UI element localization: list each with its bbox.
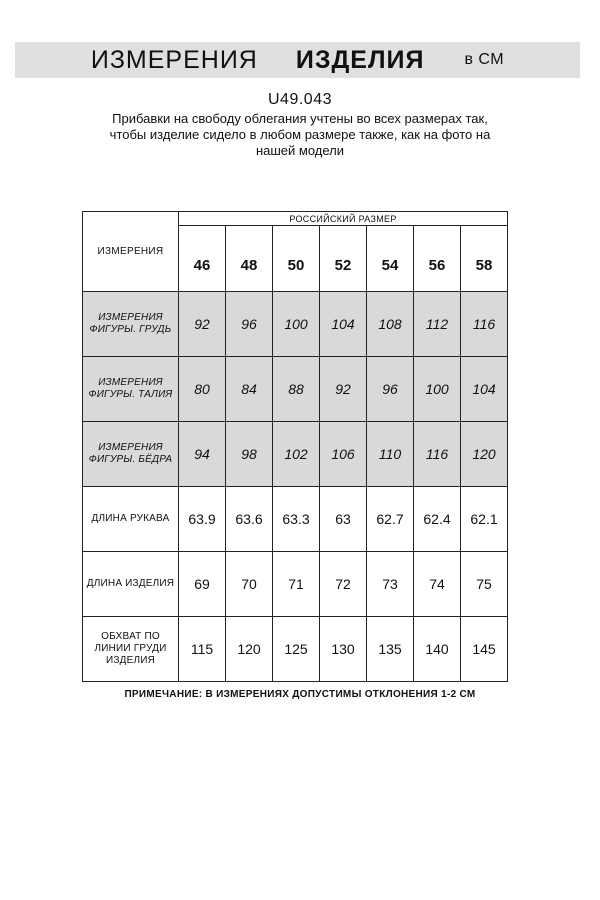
value-cell: 92 [179,292,226,357]
row-label-line: ИЗМЕРЕНИЯ [98,312,163,323]
value-cell: 94 [179,422,226,487]
value-cell: 116 [461,292,508,357]
size-header-cell: 48 [226,226,273,292]
value-cell: 104 [320,292,367,357]
table-row [83,552,508,617]
value-cell: 72 [320,552,367,617]
table-row [83,422,508,487]
size-header-cell: 58 [461,226,508,292]
value-cell: 112 [414,292,461,357]
value-cell: 100 [273,292,320,357]
fit-description-line: нашей модели [255,143,345,158]
row-label [83,292,179,357]
value-cell: 115 [179,617,226,682]
row-label-line: ДЛИНА ИЗДЕЛИЯ [86,578,175,589]
row-label [83,357,179,422]
value-cell: 104 [461,357,508,422]
table-row [83,487,508,552]
value-cell: 130 [320,617,367,682]
value-cell: 140 [414,617,461,682]
row-label-line: ЛИНИИ ГРУДИ [94,643,167,654]
value-cell: 108 [367,292,414,357]
row-label [83,552,179,617]
value-cell: 84 [226,357,273,422]
value-cell: 88 [273,357,320,422]
title-unit: в СМ [464,51,505,68]
value-cell: 70 [226,552,273,617]
value-cell: 73 [367,552,414,617]
title-measurements: ИЗМЕРЕНИЯ [90,45,258,74]
value-cell: 80 [179,357,226,422]
row-label [83,487,179,552]
row-label-line: ИЗДЕЛИЯ [105,655,156,666]
article-number: U49.043 [268,91,332,108]
value-cell: 135 [367,617,414,682]
fit-description-line: Прибавки на свободу облегания учтены во всех размерах так, [112,111,488,126]
size-group-header: РОССИЙСКИЙ РАЗМЕР [179,212,508,226]
value-cell: 69 [179,552,226,617]
row-label-line: ИЗМЕРЕНИЯ [98,377,163,388]
value-cell: 102 [273,422,320,487]
row-label [83,422,179,487]
value-cell: 75 [461,552,508,617]
row-label-line: ФИГУРЫ. ГРУДЬ [89,324,172,335]
row-label-line: ОБХВАТ ПО [101,631,160,642]
value-cell: 62.7 [367,487,414,552]
value-cell: 106 [320,422,367,487]
title-product: ИЗДЕЛИЯ [295,45,425,74]
tolerance-note: ПРИМЕЧАНИЕ: В ИЗМЕРЕНИЯХ ДОПУСТИМЫ ОТКЛОНЕНИЯ 1-2 СМ [124,689,476,700]
row-label [83,617,179,682]
title-bar [15,42,580,78]
value-cell: 63 [320,487,367,552]
size-header-cell: 52 [320,226,367,292]
row-label-line: ДЛИНА РУКАВА [91,513,170,524]
value-cell: 120 [461,422,508,487]
size-table [82,211,508,682]
value-cell: 71 [273,552,320,617]
value-cell: 92 [320,357,367,422]
value-cell: 62.4 [414,487,461,552]
row-label-line: ФИГУРЫ. БЁДРА [88,454,173,465]
fit-description-line: чтобы изделие сидело в любом размере также, как на фото на [109,127,491,142]
value-cell: 63.9 [179,487,226,552]
table-corner-label: ИЗМЕРЕНИЯ [83,212,179,292]
table-row [83,292,508,357]
fit-description [60,111,540,159]
value-cell: 145 [461,617,508,682]
row-label-line: ИЗМЕРЕНИЯ [98,442,163,453]
value-cell: 125 [273,617,320,682]
value-cell: 63.3 [273,487,320,552]
value-cell: 120 [226,617,273,682]
value-cell: 96 [367,357,414,422]
size-header-cell: 54 [367,226,414,292]
value-cell: 116 [414,422,461,487]
value-cell: 74 [414,552,461,617]
value-cell: 96 [226,292,273,357]
size-header-cell: 50 [273,226,320,292]
table-row [83,357,508,422]
size-header-cell: 56 [414,226,461,292]
table-row [83,617,508,682]
value-cell: 110 [367,422,414,487]
size-header-cell: 46 [179,226,226,292]
value-cell: 98 [226,422,273,487]
row-label-line: ФИГУРЫ. ТАЛИЯ [88,389,173,400]
value-cell: 63.6 [226,487,273,552]
value-cell: 100 [414,357,461,422]
value-cell: 62.1 [461,487,508,552]
